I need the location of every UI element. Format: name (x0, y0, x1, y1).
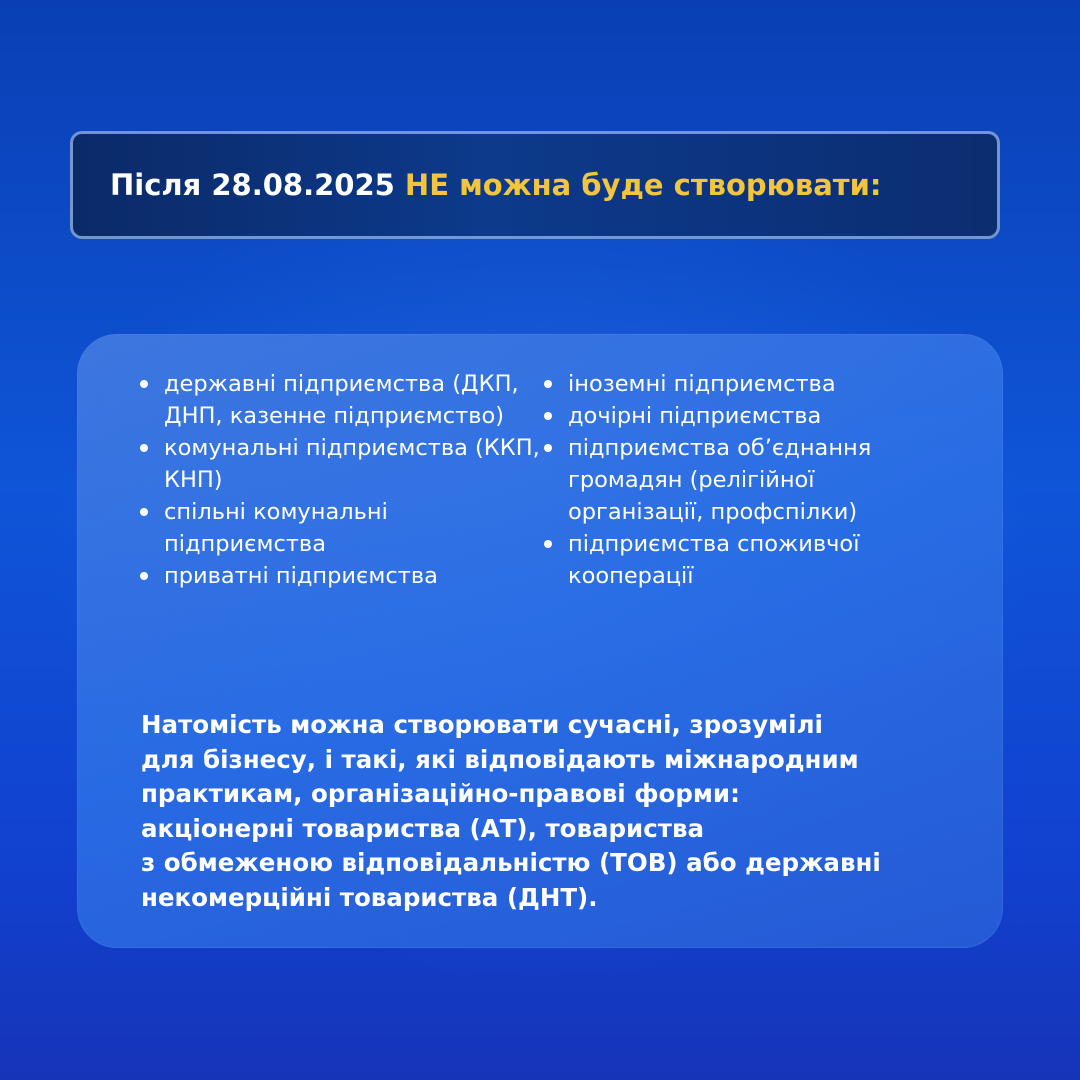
left-list (139, 368, 543, 592)
list-item: іноземні підприємства (543, 368, 943, 400)
header-title-accent: НЕ можна буде створювати: (404, 168, 882, 202)
summary-text (141, 708, 961, 915)
content-card (77, 334, 1003, 948)
list-item: приватні підприємства (139, 560, 543, 592)
list-item: державні підприємства (ДКП, ДНП, казенне підприємство) (139, 368, 543, 432)
list-item: комунальні підприємства (ККП, КНП) (139, 432, 543, 496)
summary-line: практикам, організаційно-правові форми: (141, 779, 740, 808)
right-list (543, 368, 943, 592)
list-item: підприємства споживчої кооперації (543, 528, 943, 592)
summary-line: некомерційні товариства (ДНТ). (141, 882, 598, 912)
summary-line: з обмеженою відповідальністю (ТОВ) або державні (141, 848, 881, 877)
header-title-prefix: Після 28.08.2025 (110, 168, 405, 202)
list-item: спільні комунальні підприємства (139, 496, 543, 560)
summary-line: для бізнесу, і такі, які відповідають міжнародним (141, 744, 859, 774)
summary-line: Натомість можна створювати сучасні, зрозумілі (141, 710, 823, 739)
header-banner (70, 131, 1000, 239)
list-item: дочірні підприємства (543, 400, 943, 432)
summary-line: акціонерні товариства (АТ), товариства (141, 813, 704, 843)
list-item: підприємства об’єднання громадян (релігійної організації, профспілки) (543, 432, 943, 528)
enterprise-lists (139, 368, 943, 592)
header-title (110, 168, 882, 202)
